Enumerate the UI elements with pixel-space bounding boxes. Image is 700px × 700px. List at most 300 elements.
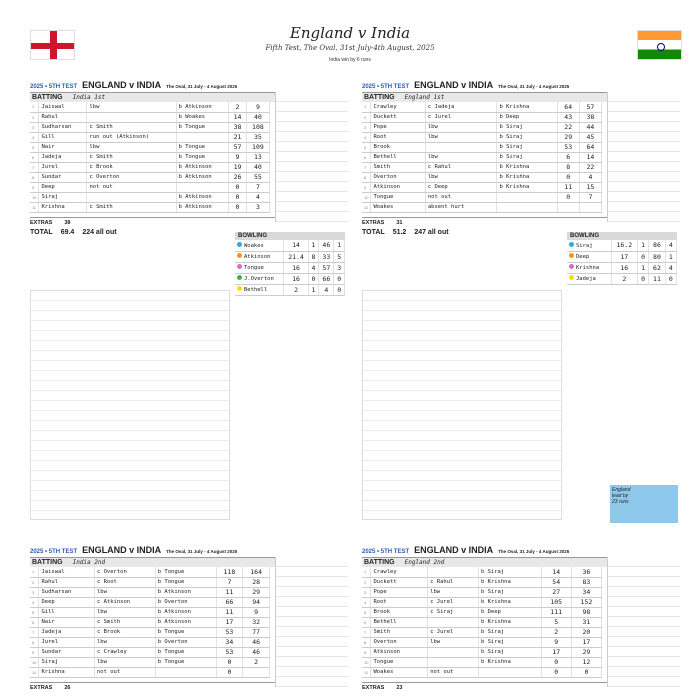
batter-name: Gill — [39, 607, 95, 617]
balls: 9 — [246, 102, 269, 112]
batter-name: Overton — [371, 637, 428, 647]
over-by-over-grid — [30, 290, 230, 520]
bowler-maidens: 0 — [308, 273, 319, 284]
match-situation-note — [610, 485, 678, 523]
row-number: 4 — [362, 132, 371, 142]
runs: 29 — [557, 132, 579, 142]
bowler-label: Jadeja — [576, 276, 596, 282]
balls: 31 — [571, 617, 601, 627]
batter-name: Crawley — [371, 567, 428, 577]
bowler-wickets: 1 — [665, 251, 676, 262]
total-label: TOTAL — [30, 228, 53, 236]
dismissal: not out — [425, 192, 497, 202]
runs: 2 — [541, 627, 571, 637]
runs: 11 — [216, 587, 243, 597]
match-subtitle: Fifth Test, The Oval, 31st July-4th August, 2025 — [265, 44, 435, 52]
batter-name: Duckett — [371, 577, 428, 587]
row-number: 2 — [362, 577, 371, 587]
dismissal: c Atkinson — [94, 597, 155, 607]
bowler-row — [235, 273, 345, 284]
bowler: b Krishna — [497, 182, 557, 192]
bowler: b Krishna — [478, 577, 541, 587]
runs: 53 — [216, 627, 243, 637]
bowler-wickets: 4 — [665, 262, 676, 273]
table-row — [30, 132, 270, 142]
balls — [243, 667, 270, 677]
scorecard-3 — [362, 545, 680, 700]
bowler-name — [235, 251, 284, 262]
balls: 77 — [243, 627, 270, 637]
dismissal: not out — [87, 182, 176, 192]
dismissal: lbw — [94, 657, 155, 667]
batting-label: BATTING — [32, 94, 63, 101]
balls: 164 — [243, 567, 270, 577]
bowler: b Siraj — [478, 637, 541, 647]
bowler-maidens: 1 — [637, 240, 648, 251]
balls: 83 — [571, 577, 601, 587]
dismissal: lbw — [425, 172, 497, 182]
bowler — [497, 202, 557, 212]
table-row — [362, 182, 602, 192]
bowler-row — [235, 251, 345, 262]
row-number: 10 — [30, 657, 39, 667]
row-number: 11 — [362, 202, 371, 212]
table-row — [30, 617, 270, 627]
row-number: 10 — [30, 192, 39, 202]
dismissal: lbw — [87, 142, 176, 152]
row-number: 9 — [362, 182, 371, 192]
note-line: England — [612, 487, 631, 493]
bowler: b Tongue — [176, 122, 229, 132]
bowler-maidens: 0 — [637, 251, 648, 262]
batter-name: Rahul — [39, 577, 95, 587]
balls: 12 — [571, 657, 601, 667]
table-row — [362, 172, 602, 182]
balls: 7 — [246, 182, 269, 192]
bowler-runs: 11 — [649, 273, 665, 284]
runs — [557, 202, 579, 212]
bowler: b Siraj — [497, 152, 557, 162]
balls: 36 — [571, 567, 601, 577]
bowler-overs: 16.2 — [611, 240, 637, 251]
row-number: 6 — [30, 152, 39, 162]
batter-name: Atkinson — [371, 182, 425, 192]
batting-label: BATTING — [364, 94, 395, 101]
bowler — [497, 192, 557, 202]
bowler-label: Siraj — [576, 242, 593, 249]
side-grid — [275, 557, 348, 687]
bowler-maidens: 8 — [308, 251, 319, 262]
table-row — [30, 102, 270, 112]
dismissal: lbw — [428, 637, 479, 647]
bowler-label: Deep — [576, 254, 590, 260]
innings-label: England 1st — [404, 94, 445, 101]
batter-name: Rahul — [39, 112, 87, 122]
bowler-maidens: 1 — [308, 240, 319, 251]
table-row — [362, 152, 602, 162]
batting-label: BATTING — [364, 559, 395, 566]
overs-value: 51.2 — [392, 228, 407, 236]
batter-name: Nair — [39, 142, 87, 152]
venue: The Oval, 31 July - 4 August 2025 — [498, 549, 570, 554]
table-row — [362, 587, 602, 597]
row-number: 6 — [362, 617, 371, 627]
bowler-color-icon — [237, 253, 242, 258]
balls: 13 — [246, 152, 269, 162]
runs: 14 — [229, 112, 247, 122]
balls: 2 — [243, 657, 270, 667]
runs: 2 — [229, 102, 247, 112]
dismissal: c Overton — [87, 172, 176, 182]
runs: 64 — [557, 102, 579, 112]
bowler-label: Woakes — [244, 242, 264, 249]
balls: 4 — [579, 172, 601, 182]
extras-label: EXTRAS — [362, 219, 385, 226]
row-number: 3 — [362, 122, 371, 132]
bowler-runs: 80 — [649, 251, 665, 262]
dismissal: not out — [94, 667, 155, 677]
balls: 28 — [243, 577, 270, 587]
bowler-label: J.Overton — [244, 276, 274, 282]
row-number: 3 — [30, 122, 39, 132]
runs: 0 — [541, 667, 571, 677]
card-header — [30, 80, 348, 92]
table-row — [30, 667, 270, 677]
bowler-runs: 86 — [649, 240, 665, 251]
bowler-name — [235, 284, 284, 295]
bowling-header — [235, 232, 345, 240]
row-number: 11 — [30, 667, 39, 677]
card-header — [362, 545, 680, 557]
year-test: 2025 • 5TH TEST — [30, 549, 78, 555]
batter-name: Smith — [371, 162, 425, 172]
bowler: b Krishna — [497, 162, 557, 172]
bowler — [478, 667, 541, 677]
row-number: 8 — [30, 172, 39, 182]
table-row — [362, 667, 602, 677]
dismissal: lbw — [94, 607, 155, 617]
runs: 0 — [216, 667, 243, 677]
runs: 22 — [557, 122, 579, 132]
bowler: b Siraj — [497, 132, 557, 142]
bowler: b Krishna — [497, 172, 557, 182]
balls: 29 — [571, 647, 601, 657]
bowler-overs: 21.4 — [284, 251, 308, 262]
batter-name: Tongue — [371, 657, 428, 667]
bowler: b Siraj — [478, 567, 541, 577]
dismissal: c Deep — [425, 182, 497, 192]
bowler: b Atkinson — [155, 587, 216, 597]
row-number: 5 — [30, 142, 39, 152]
table-row — [30, 182, 270, 192]
batter-name: Bethell — [371, 152, 425, 162]
balls: 9 — [243, 607, 270, 617]
bowler-row — [567, 262, 677, 273]
balls: 46 — [243, 637, 270, 647]
bowler — [155, 667, 216, 677]
row-number: 11 — [30, 202, 39, 212]
bowler: b Deep — [478, 607, 541, 617]
note-line: lead by — [612, 493, 629, 499]
batter-name: Jurel — [39, 162, 87, 172]
runs: 53 — [557, 142, 579, 152]
runs: 19 — [229, 162, 247, 172]
row-number: 4 — [362, 597, 371, 607]
bowler-overs: 2 — [284, 284, 308, 295]
batter-name: Brook — [371, 607, 428, 617]
table-row — [362, 577, 602, 587]
bowler-overs: 2 — [611, 273, 637, 284]
scorecard-2 — [30, 545, 348, 700]
bowler-name — [567, 240, 611, 251]
runs: 11 — [557, 182, 579, 192]
runs: 11 — [216, 607, 243, 617]
bowler-row — [567, 251, 677, 262]
dismissal — [428, 647, 479, 657]
dismissal: absent hurt — [425, 202, 497, 212]
batter-name: Smith — [371, 627, 428, 637]
table-row — [30, 192, 270, 202]
bowler: b Atkinson — [155, 607, 216, 617]
bowler-color-icon — [569, 264, 574, 269]
batter-name: Sudharsan — [39, 587, 95, 597]
batter-name: Root — [371, 597, 428, 607]
row-number: 9 — [362, 647, 371, 657]
row-number: 1 — [30, 102, 39, 112]
runs: 9 — [229, 152, 247, 162]
batter-name: Jurel — [39, 637, 95, 647]
card-header — [30, 545, 348, 557]
bowler: b Deep — [497, 112, 557, 122]
runs: 0 — [229, 202, 247, 212]
runs: 0 — [216, 657, 243, 667]
row-number: 3 — [362, 587, 371, 597]
bowler: b Overton — [155, 637, 216, 647]
dismissal — [428, 567, 479, 577]
bowler: b Tongue — [155, 647, 216, 657]
runs: 105 — [541, 597, 571, 607]
runs: 53 — [216, 647, 243, 657]
table-row — [362, 617, 602, 627]
dismissal: c Crawley — [94, 647, 155, 657]
scorecard-0 — [30, 80, 348, 525]
innings-label: England 2nd — [404, 559, 445, 566]
page-title: England v India — [289, 24, 411, 42]
innings-label: India 2nd — [72, 559, 106, 566]
bowler-overs: 17 — [611, 251, 637, 262]
bowler: b Siraj — [497, 142, 557, 152]
batter-name: Jaiswal — [39, 567, 95, 577]
bowler: b Overton — [155, 597, 216, 607]
bowler-name — [567, 262, 611, 273]
dismissal: c Jurel — [425, 112, 497, 122]
dismissal — [87, 112, 176, 122]
bowler-runs: 4 — [319, 284, 334, 295]
bowler-overs: 16 — [284, 262, 308, 273]
runs: 0 — [541, 657, 571, 667]
extras-value: 23 — [396, 684, 403, 691]
table-row — [362, 132, 602, 142]
bowler-color-icon — [569, 253, 574, 258]
row-number: 5 — [30, 607, 39, 617]
total-label: TOTAL — [362, 228, 385, 236]
batter-name: Deep — [39, 182, 87, 192]
bowler-maidens: 0 — [637, 273, 648, 284]
balls: 0 — [571, 667, 601, 677]
scorecard-1 — [362, 80, 680, 525]
dismissal: lbw — [425, 122, 497, 132]
balls: 29 — [243, 587, 270, 597]
balls: 14 — [579, 152, 601, 162]
batting-label: BATTING — [32, 559, 63, 566]
batter-name: Krishna — [39, 202, 87, 212]
card-header — [362, 80, 680, 92]
row-number: 7 — [30, 162, 39, 172]
dismissal: c Root — [94, 577, 155, 587]
venue: The Oval, 31 July - 4 August 2025 — [498, 84, 570, 89]
balls: 152 — [571, 597, 601, 607]
table-row — [362, 637, 602, 647]
table-row — [30, 122, 270, 132]
extras-label: EXTRAS — [30, 684, 53, 691]
balls: 64 — [579, 142, 601, 152]
dismissal: c Jurel — [428, 597, 479, 607]
batter-name: Krishna — [39, 667, 95, 677]
bowler-runs: 62 — [649, 262, 665, 273]
batter-name: Woakes — [371, 667, 428, 677]
balls: 108 — [246, 122, 269, 132]
table-row — [30, 202, 270, 212]
balls: 4 — [246, 192, 269, 202]
balls: 109 — [246, 142, 269, 152]
row-number: 8 — [362, 172, 371, 182]
bowler-runs: 57 — [319, 262, 334, 273]
table-row — [362, 607, 602, 617]
table-row — [30, 112, 270, 122]
bowler: b Atkinson — [176, 202, 229, 212]
batter-name: Jaiswal — [39, 102, 87, 112]
dismissal: c Smith — [87, 202, 176, 212]
extras-value: 26 — [64, 684, 71, 691]
note-line: 23 runs — [612, 499, 629, 505]
extras-value: 38 — [64, 219, 71, 226]
row-number: 7 — [362, 162, 371, 172]
runs: 0 — [557, 192, 579, 202]
table-row — [30, 657, 270, 667]
year-test: 2025 • 5TH TEST — [362, 549, 410, 555]
batting-table — [362, 102, 602, 213]
table-row — [362, 192, 602, 202]
table-row — [30, 142, 270, 152]
runs: 6 — [557, 152, 579, 162]
batter-name: Nair — [39, 617, 95, 627]
batter-name: Duckett — [371, 112, 425, 122]
bowler-wickets: 0 — [665, 273, 676, 284]
bowler-row — [567, 240, 677, 251]
table-row — [30, 637, 270, 647]
bowler-color-icon — [237, 242, 242, 247]
balls: 7 — [579, 192, 601, 202]
dismissal: c Smith — [87, 152, 176, 162]
bowler-overs: 14 — [284, 240, 308, 251]
bowler-wickets: 0 — [334, 284, 345, 295]
runs: 57 — [229, 142, 247, 152]
runs: 118 — [216, 567, 243, 577]
bowler-label: Atkinson — [244, 254, 271, 260]
table-row — [362, 627, 602, 637]
match-result: India win by 6 runs — [329, 57, 371, 63]
table-row — [30, 597, 270, 607]
batter-name: Siraj — [39, 657, 95, 667]
runs: 34 — [216, 637, 243, 647]
batter-name: Woakes — [371, 202, 425, 212]
year-test: 2025 • 5TH TEST — [30, 84, 78, 90]
bowler: b Woakes — [176, 112, 229, 122]
row-number: 4 — [30, 132, 39, 142]
balls: 55 — [246, 172, 269, 182]
dismissal: c Smith — [94, 617, 155, 627]
dismissal: lbw — [428, 587, 479, 597]
balls: 38 — [579, 112, 601, 122]
row-number: 5 — [362, 607, 371, 617]
bowler-wickets: 5 — [334, 251, 345, 262]
bowler: b Tongue — [155, 657, 216, 667]
balls: 15 — [579, 182, 601, 192]
bowler-label: Krishna — [576, 265, 600, 271]
batter-name: Sundar — [39, 647, 95, 657]
bowler: b Tongue — [155, 577, 216, 587]
row-number: 10 — [362, 192, 371, 202]
bowler-label: Bethell — [244, 287, 268, 293]
bowler: b Atkinson — [176, 102, 229, 112]
batter-name: Sudharsan — [39, 122, 87, 132]
balls: 3 — [246, 202, 269, 212]
batter-name: Jadeja — [39, 627, 95, 637]
runs: 17 — [541, 647, 571, 657]
runs: 8 — [557, 162, 579, 172]
runs: 0 — [557, 172, 579, 182]
runs: 0 — [229, 192, 247, 202]
bowler: b Siraj — [478, 627, 541, 637]
bowler-runs: 66 — [319, 273, 334, 284]
dismissal — [87, 192, 176, 202]
row-number: 8 — [362, 637, 371, 647]
table-row — [362, 142, 602, 152]
row-number: 2 — [362, 112, 371, 122]
overs-value: 69.4 — [60, 228, 75, 236]
table-row — [30, 162, 270, 172]
row-number: 6 — [30, 617, 39, 627]
total-value: 224 all out — [82, 228, 117, 236]
batter-name: Gill — [39, 132, 87, 142]
row-number: 3 — [30, 587, 39, 597]
table-row — [362, 202, 602, 212]
bowler-name — [235, 262, 284, 273]
bowler-color-icon — [237, 264, 242, 269]
bowler-wickets: 1 — [334, 240, 345, 251]
row-number: 9 — [30, 647, 39, 657]
balls: 44 — [579, 122, 601, 132]
bowler: b Atkinson — [176, 162, 229, 172]
dismissal: c Jurel — [428, 627, 479, 637]
table-row — [362, 567, 602, 577]
balls: 34 — [571, 587, 601, 597]
balls: 98 — [571, 607, 601, 617]
runs: 27 — [541, 587, 571, 597]
bowler-runs: 33 — [319, 251, 334, 262]
runs: 38 — [229, 122, 247, 132]
row-number: 9 — [30, 182, 39, 192]
